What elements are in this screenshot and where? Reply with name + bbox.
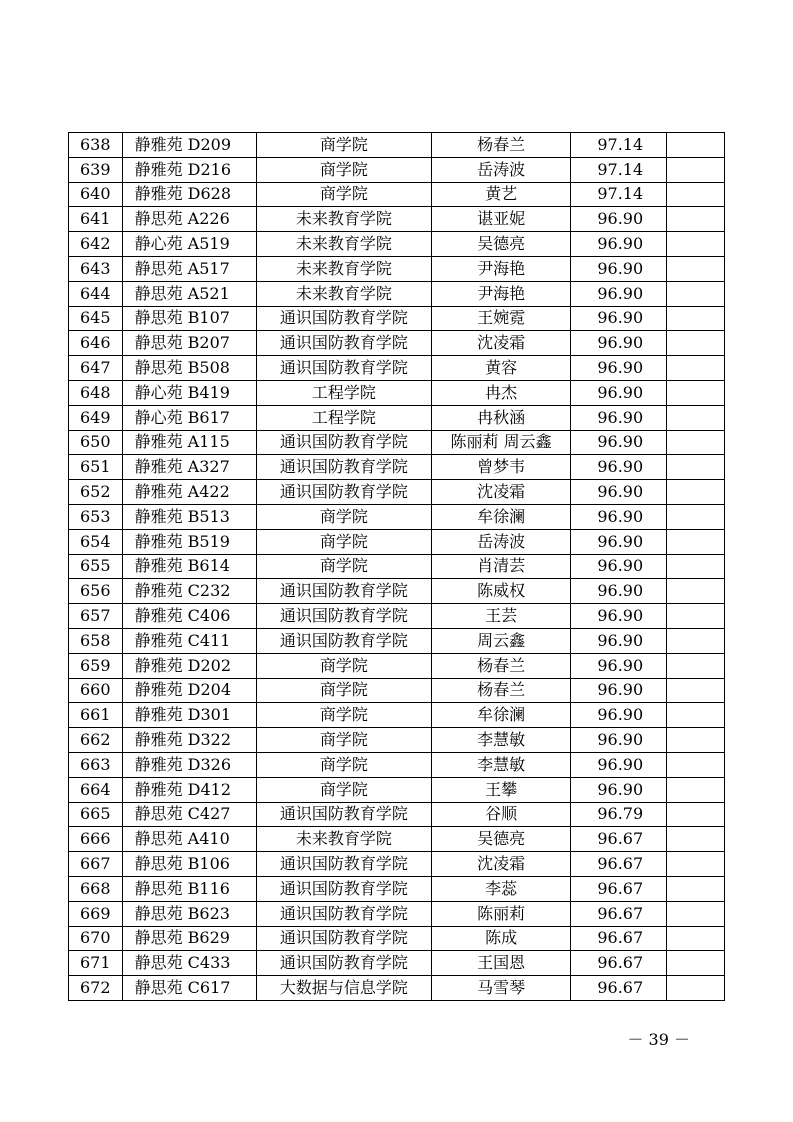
- remark-cell: [667, 802, 725, 827]
- dorm-room-cell: 静思苑 A226: [122, 207, 256, 232]
- dorm-room-cell: 静雅苑 A422: [122, 480, 256, 505]
- row-number-cell: 642: [69, 232, 123, 257]
- dorm-room-cell: 静雅苑 C232: [122, 579, 256, 604]
- student-name-cell: 吴德亮: [431, 232, 570, 257]
- dorm-room-cell: 静雅苑 C411: [122, 628, 256, 653]
- remark-cell: [667, 976, 725, 1001]
- table-row: [69, 232, 725, 257]
- college-cell: 通识国防教育学院: [256, 480, 431, 505]
- remark-cell: [667, 504, 725, 529]
- college-cell: 商学院: [256, 554, 431, 579]
- score-cell: 96.67: [571, 976, 667, 1001]
- table-row: [69, 207, 725, 232]
- student-name-cell: 李慧敏: [431, 752, 570, 777]
- dorm-room-cell: 静思苑 B207: [122, 331, 256, 356]
- remark-cell: [667, 529, 725, 554]
- row-number-cell: 669: [69, 901, 123, 926]
- table-row: [69, 133, 725, 158]
- student-name-cell: 陈丽莉 周云鑫: [431, 430, 570, 455]
- dorm-room-cell: 静雅苑 C406: [122, 604, 256, 629]
- table-row: [69, 802, 725, 827]
- score-cell: 96.90: [571, 356, 667, 381]
- table-row: [69, 306, 725, 331]
- college-cell: 通识国防教育学院: [256, 331, 431, 356]
- table-row: [69, 976, 725, 1001]
- score-cell: 96.90: [571, 405, 667, 430]
- dorm-room-cell: 静思苑 C617: [122, 976, 256, 1001]
- student-name-cell: 冉秋涵: [431, 405, 570, 430]
- dorm-room-cell: 静雅苑 A115: [122, 430, 256, 455]
- student-name-cell: 杨春兰: [431, 653, 570, 678]
- score-cell: 97.14: [571, 133, 667, 158]
- dorm-room-cell: 静思苑 C427: [122, 802, 256, 827]
- dorm-room-cell: 静心苑 B617: [122, 405, 256, 430]
- student-name-cell: 岳涛波: [431, 529, 570, 554]
- student-name-cell: 肖清芸: [431, 554, 570, 579]
- dorm-room-cell: 静思苑 A521: [122, 281, 256, 306]
- student-name-cell: 沈凌霜: [431, 331, 570, 356]
- remark-cell: [667, 405, 725, 430]
- row-number-cell: 665: [69, 802, 123, 827]
- table-row: [69, 852, 725, 877]
- score-cell: 96.90: [571, 331, 667, 356]
- table-row: [69, 678, 725, 703]
- remark-cell: [667, 480, 725, 505]
- score-cell: 96.90: [571, 703, 667, 728]
- dorm-room-cell: 静思苑 B116: [122, 876, 256, 901]
- score-cell: 96.90: [571, 480, 667, 505]
- remark-cell: [667, 876, 725, 901]
- row-number-cell: 655: [69, 554, 123, 579]
- student-name-cell: 谷顺: [431, 802, 570, 827]
- row-number-cell: 641: [69, 207, 123, 232]
- page-number: － 39 －: [627, 1030, 690, 1049]
- college-cell: 商学院: [256, 777, 431, 802]
- remark-cell: [667, 133, 725, 158]
- college-cell: 通识国防教育学院: [256, 306, 431, 331]
- row-number-cell: 660: [69, 678, 123, 703]
- dorm-room-cell: 静雅苑 D216: [122, 157, 256, 182]
- remark-cell: [667, 256, 725, 281]
- row-number-cell: 659: [69, 653, 123, 678]
- row-number-cell: 672: [69, 976, 123, 1001]
- score-cell: 96.67: [571, 926, 667, 951]
- dorm-room-cell: 静雅苑 D412: [122, 777, 256, 802]
- student-name-cell: 王芸: [431, 604, 570, 629]
- table-row: [69, 876, 725, 901]
- student-name-cell: 陈丽莉: [431, 901, 570, 926]
- remark-cell: [667, 604, 725, 629]
- score-cell: 96.67: [571, 876, 667, 901]
- dorm-room-cell: 静思苑 B106: [122, 852, 256, 877]
- score-cell: 97.14: [571, 182, 667, 207]
- row-number-cell: 647: [69, 356, 123, 381]
- remark-cell: [667, 777, 725, 802]
- remark-cell: [667, 430, 725, 455]
- remark-cell: [667, 653, 725, 678]
- table-row: [69, 579, 725, 604]
- college-cell: 商学院: [256, 529, 431, 554]
- score-cell: 96.90: [571, 628, 667, 653]
- table-row: [69, 356, 725, 381]
- student-name-cell: 杨春兰: [431, 133, 570, 158]
- college-cell: 未来教育学院: [256, 281, 431, 306]
- table-row: [69, 405, 725, 430]
- dorm-room-cell: 静心苑 A519: [122, 232, 256, 257]
- row-number-cell: 658: [69, 628, 123, 653]
- score-cell: 96.90: [571, 504, 667, 529]
- student-name-cell: 冉杰: [431, 380, 570, 405]
- table-row: [69, 281, 725, 306]
- student-name-cell: 沈凌霜: [431, 852, 570, 877]
- remark-cell: [667, 182, 725, 207]
- table-row: [69, 951, 725, 976]
- dorm-room-cell: 静雅苑 D204: [122, 678, 256, 703]
- dorm-room-cell: 静雅苑 B513: [122, 504, 256, 529]
- table-row: [69, 380, 725, 405]
- score-cell: 96.90: [571, 529, 667, 554]
- remark-cell: [667, 752, 725, 777]
- student-name-cell: 沈凌霜: [431, 480, 570, 505]
- college-cell: 商学院: [256, 182, 431, 207]
- score-cell: 96.67: [571, 951, 667, 976]
- row-number-cell: 662: [69, 728, 123, 753]
- remark-cell: [667, 455, 725, 480]
- table-row: [69, 827, 725, 852]
- dorm-room-cell: 静思苑 B623: [122, 901, 256, 926]
- row-number-cell: 663: [69, 752, 123, 777]
- row-number-cell: 668: [69, 876, 123, 901]
- dorm-room-cell: 静思苑 A517: [122, 256, 256, 281]
- score-cell: 96.90: [571, 752, 667, 777]
- table-row: [69, 430, 725, 455]
- table-row: [69, 901, 725, 926]
- table-row: [69, 455, 725, 480]
- dorm-room-cell: 静雅苑 D202: [122, 653, 256, 678]
- score-cell: 96.67: [571, 852, 667, 877]
- college-cell: 通识国防教育学院: [256, 926, 431, 951]
- remark-cell: [667, 926, 725, 951]
- score-cell: 96.90: [571, 579, 667, 604]
- student-name-cell: 陈成: [431, 926, 570, 951]
- remark-cell: [667, 157, 725, 182]
- dorm-room-cell: 静雅苑 B614: [122, 554, 256, 579]
- student-name-cell: 黄容: [431, 356, 570, 381]
- row-number-cell: 646: [69, 331, 123, 356]
- remark-cell: [667, 678, 725, 703]
- college-cell: 工程学院: [256, 405, 431, 430]
- college-cell: 商学院: [256, 157, 431, 182]
- table-row: [69, 752, 725, 777]
- college-cell: 通识国防教育学院: [256, 604, 431, 629]
- dorm-room-cell: 静思苑 B508: [122, 356, 256, 381]
- table-row: [69, 703, 725, 728]
- remark-cell: [667, 579, 725, 604]
- college-cell: 商学院: [256, 133, 431, 158]
- score-cell: 96.90: [571, 430, 667, 455]
- college-cell: 通识国防教育学院: [256, 802, 431, 827]
- table-row: [69, 256, 725, 281]
- college-cell: 通识国防教育学院: [256, 876, 431, 901]
- college-cell: 通识国防教育学院: [256, 951, 431, 976]
- remark-cell: [667, 331, 725, 356]
- college-cell: 通识国防教育学院: [256, 579, 431, 604]
- student-name-cell: 曾梦韦: [431, 455, 570, 480]
- remark-cell: [667, 356, 725, 381]
- college-cell: 商学院: [256, 752, 431, 777]
- student-name-cell: 尹海艳: [431, 281, 570, 306]
- row-number-cell: 652: [69, 480, 123, 505]
- row-number-cell: 654: [69, 529, 123, 554]
- remark-cell: [667, 628, 725, 653]
- score-cell: 96.90: [571, 653, 667, 678]
- dorm-room-cell: 静思苑 B629: [122, 926, 256, 951]
- table-row: [69, 653, 725, 678]
- score-cell: 96.90: [571, 232, 667, 257]
- remark-cell: [667, 852, 725, 877]
- remark-cell: [667, 281, 725, 306]
- table-row: [69, 504, 725, 529]
- college-cell: 通识国防教育学院: [256, 628, 431, 653]
- student-name-cell: 岳涛波: [431, 157, 570, 182]
- student-name-cell: 李慧敏: [431, 728, 570, 753]
- dorm-room-cell: 静思苑 A410: [122, 827, 256, 852]
- score-cell: 96.90: [571, 554, 667, 579]
- student-name-cell: 王婉霓: [431, 306, 570, 331]
- college-cell: 未来教育学院: [256, 207, 431, 232]
- college-cell: 通识国防教育学院: [256, 356, 431, 381]
- row-number-cell: 664: [69, 777, 123, 802]
- college-cell: 商学院: [256, 703, 431, 728]
- dormitory-score-table: [68, 132, 725, 1001]
- dorm-room-cell: 静雅苑 D322: [122, 728, 256, 753]
- table-row: [69, 777, 725, 802]
- remark-cell: [667, 703, 725, 728]
- dorm-room-cell: 静雅苑 D209: [122, 133, 256, 158]
- score-cell: 96.90: [571, 604, 667, 629]
- score-cell: 96.90: [571, 306, 667, 331]
- remark-cell: [667, 951, 725, 976]
- row-number-cell: 661: [69, 703, 123, 728]
- college-cell: 商学院: [256, 504, 431, 529]
- table-row: [69, 331, 725, 356]
- student-name-cell: 陈威权: [431, 579, 570, 604]
- student-name-cell: 杨春兰: [431, 678, 570, 703]
- row-number-cell: 656: [69, 579, 123, 604]
- student-name-cell: 马雪琴: [431, 976, 570, 1001]
- remark-cell: [667, 380, 725, 405]
- college-cell: 通识国防教育学院: [256, 430, 431, 455]
- college-cell: 商学院: [256, 728, 431, 753]
- score-cell: 96.90: [571, 256, 667, 281]
- dorm-room-cell: 静雅苑 D301: [122, 703, 256, 728]
- table-row: [69, 628, 725, 653]
- dorm-room-cell: 静雅苑 A327: [122, 455, 256, 480]
- table-row: [69, 604, 725, 629]
- college-cell: 通识国防教育学院: [256, 901, 431, 926]
- row-number-cell: 666: [69, 827, 123, 852]
- score-cell: 96.90: [571, 455, 667, 480]
- student-name-cell: 尹海艳: [431, 256, 570, 281]
- college-cell: 通识国防教育学院: [256, 852, 431, 877]
- remark-cell: [667, 207, 725, 232]
- remark-cell: [667, 306, 725, 331]
- score-cell: 96.90: [571, 777, 667, 802]
- remark-cell: [667, 554, 725, 579]
- college-cell: 工程学院: [256, 380, 431, 405]
- dorm-room-cell: 静雅苑 B519: [122, 529, 256, 554]
- student-name-cell: 谌亚妮: [431, 207, 570, 232]
- student-name-cell: 吴德亮: [431, 827, 570, 852]
- row-number-cell: 640: [69, 182, 123, 207]
- score-cell: 96.67: [571, 827, 667, 852]
- dorm-room-cell: 静心苑 B419: [122, 380, 256, 405]
- college-cell: 未来教育学院: [256, 256, 431, 281]
- score-cell: 96.90: [571, 281, 667, 306]
- dorm-room-cell: 静雅苑 D628: [122, 182, 256, 207]
- score-cell: 97.14: [571, 157, 667, 182]
- row-number-cell: 649: [69, 405, 123, 430]
- dorm-room-cell: 静思苑 C433: [122, 951, 256, 976]
- row-number-cell: 638: [69, 133, 123, 158]
- table-row: [69, 529, 725, 554]
- college-cell: 未来教育学院: [256, 232, 431, 257]
- student-name-cell: 牟徐澜: [431, 504, 570, 529]
- table-row: [69, 480, 725, 505]
- score-cell: 96.90: [571, 728, 667, 753]
- student-name-cell: 牟徐澜: [431, 703, 570, 728]
- remark-cell: [667, 232, 725, 257]
- table-row: [69, 554, 725, 579]
- row-number-cell: 657: [69, 604, 123, 629]
- row-number-cell: 653: [69, 504, 123, 529]
- college-cell: 通识国防教育学院: [256, 455, 431, 480]
- row-number-cell: 651: [69, 455, 123, 480]
- college-cell: 商学院: [256, 653, 431, 678]
- row-number-cell: 645: [69, 306, 123, 331]
- student-name-cell: 王国恩: [431, 951, 570, 976]
- remark-cell: [667, 827, 725, 852]
- row-number-cell: 639: [69, 157, 123, 182]
- dorm-room-cell: 静思苑 B107: [122, 306, 256, 331]
- row-number-cell: 667: [69, 852, 123, 877]
- score-cell: 96.90: [571, 207, 667, 232]
- row-number-cell: 644: [69, 281, 123, 306]
- score-cell: 96.90: [571, 678, 667, 703]
- college-cell: 未来教育学院: [256, 827, 431, 852]
- row-number-cell: 671: [69, 951, 123, 976]
- student-name-cell: 周云鑫: [431, 628, 570, 653]
- table-row: [69, 728, 725, 753]
- row-number-cell: 643: [69, 256, 123, 281]
- table-row: [69, 182, 725, 207]
- dorm-room-cell: 静雅苑 D326: [122, 752, 256, 777]
- score-cell: 96.67: [571, 901, 667, 926]
- college-cell: 大数据与信息学院: [256, 976, 431, 1001]
- student-name-cell: 王攀: [431, 777, 570, 802]
- student-name-cell: 李蕊: [431, 876, 570, 901]
- table-body: [69, 133, 725, 1001]
- score-cell: 96.90: [571, 380, 667, 405]
- table-row: [69, 926, 725, 951]
- table-row: [69, 157, 725, 182]
- student-name-cell: 黄艺: [431, 182, 570, 207]
- row-number-cell: 650: [69, 430, 123, 455]
- college-cell: 商学院: [256, 678, 431, 703]
- score-cell: 96.79: [571, 802, 667, 827]
- remark-cell: [667, 728, 725, 753]
- row-number-cell: 670: [69, 926, 123, 951]
- row-number-cell: 648: [69, 380, 123, 405]
- remark-cell: [667, 901, 725, 926]
